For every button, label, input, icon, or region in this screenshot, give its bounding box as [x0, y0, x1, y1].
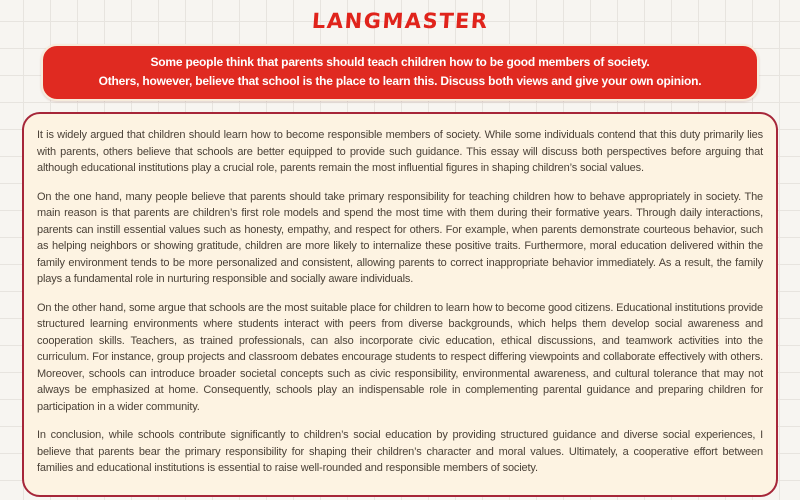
brand-logo: LANGMASTER — [310, 9, 490, 33]
essay-card — [22, 112, 778, 497]
header — [0, 0, 800, 39]
essay-paragraph-body-2: On the other hand, some argue that schools are the most suitable place for children to learn how to become good citizens. Educational institutions provide structured learning environments where students interact with peers from diverse backgrounds, which helps them develop social awareness and cooperation skills. Teachers, as trained professionals, can also incorporate civic education, ethical discussions, and teamwork activities into the curriculum. For instance, group projects and classroom debates encourage students to respect differing viewpoints and collaborate effectively with others. Moreover, schools can introduce broader societal concepts such as civic responsibility, environmental awareness, and cultural tolerance that may not always be emphasized at home. Consequently, schools play an indispensable role in complementing parental guidance and preparing children for participation in a wider community. — [37, 301, 763, 413]
essay-paragraph-introduction: It is widely argued that children should learn how to become responsible members of society. While some individuals contend that this duty primarily lies with parents, others believe that schools are better equipped to provide such guidance. This essay will discuss both perspectives before arguing that although educational institutions play a crucial role, parents remain the most influential figures in shaping children’s social values. — [37, 129, 763, 174]
essay-paragraph-body-1: On the one hand, many people believe that parents should take primary responsibility for teaching children how to behave appropriately in society. The main reason is that parents are children’s first role models and spend the most time with them during their formative years. Through daily interactions, parents can instill essential values such as honesty, empathy, and respect for others. For example, when parents demonstrate courteous behavior, such as helping neighbors or showing gratitude, children are more likely to internalize these positive traits. Furthermore, moral education delivered within the family environment tends to be more personalized and consistent, allowing parents to correct inappropriate behavior immediately. As a result, the family plays a fundamental role in nurturing responsible and socially aware individuals. — [37, 190, 763, 285]
essay-prompt-banner — [41, 44, 759, 101]
prompt-line-2: Others, however, believe that school is the place to learn this. Discuss both views and give your own opinion. — [98, 74, 702, 88]
essay-paragraph-conclusion: In conclusion, while schools contribute significantly to children’s social education by providing structured guidance and diverse social experiences, I believe that parents bear the primary responsibility for shaping their children’s character and moral values. Ultimately, a cooperative effort between families and educational institutions is essential to raise well-rounded and responsible members of society. — [37, 429, 763, 474]
prompt-line-1: Some people think that parents should teach children how to be good members of society. — [150, 55, 650, 69]
